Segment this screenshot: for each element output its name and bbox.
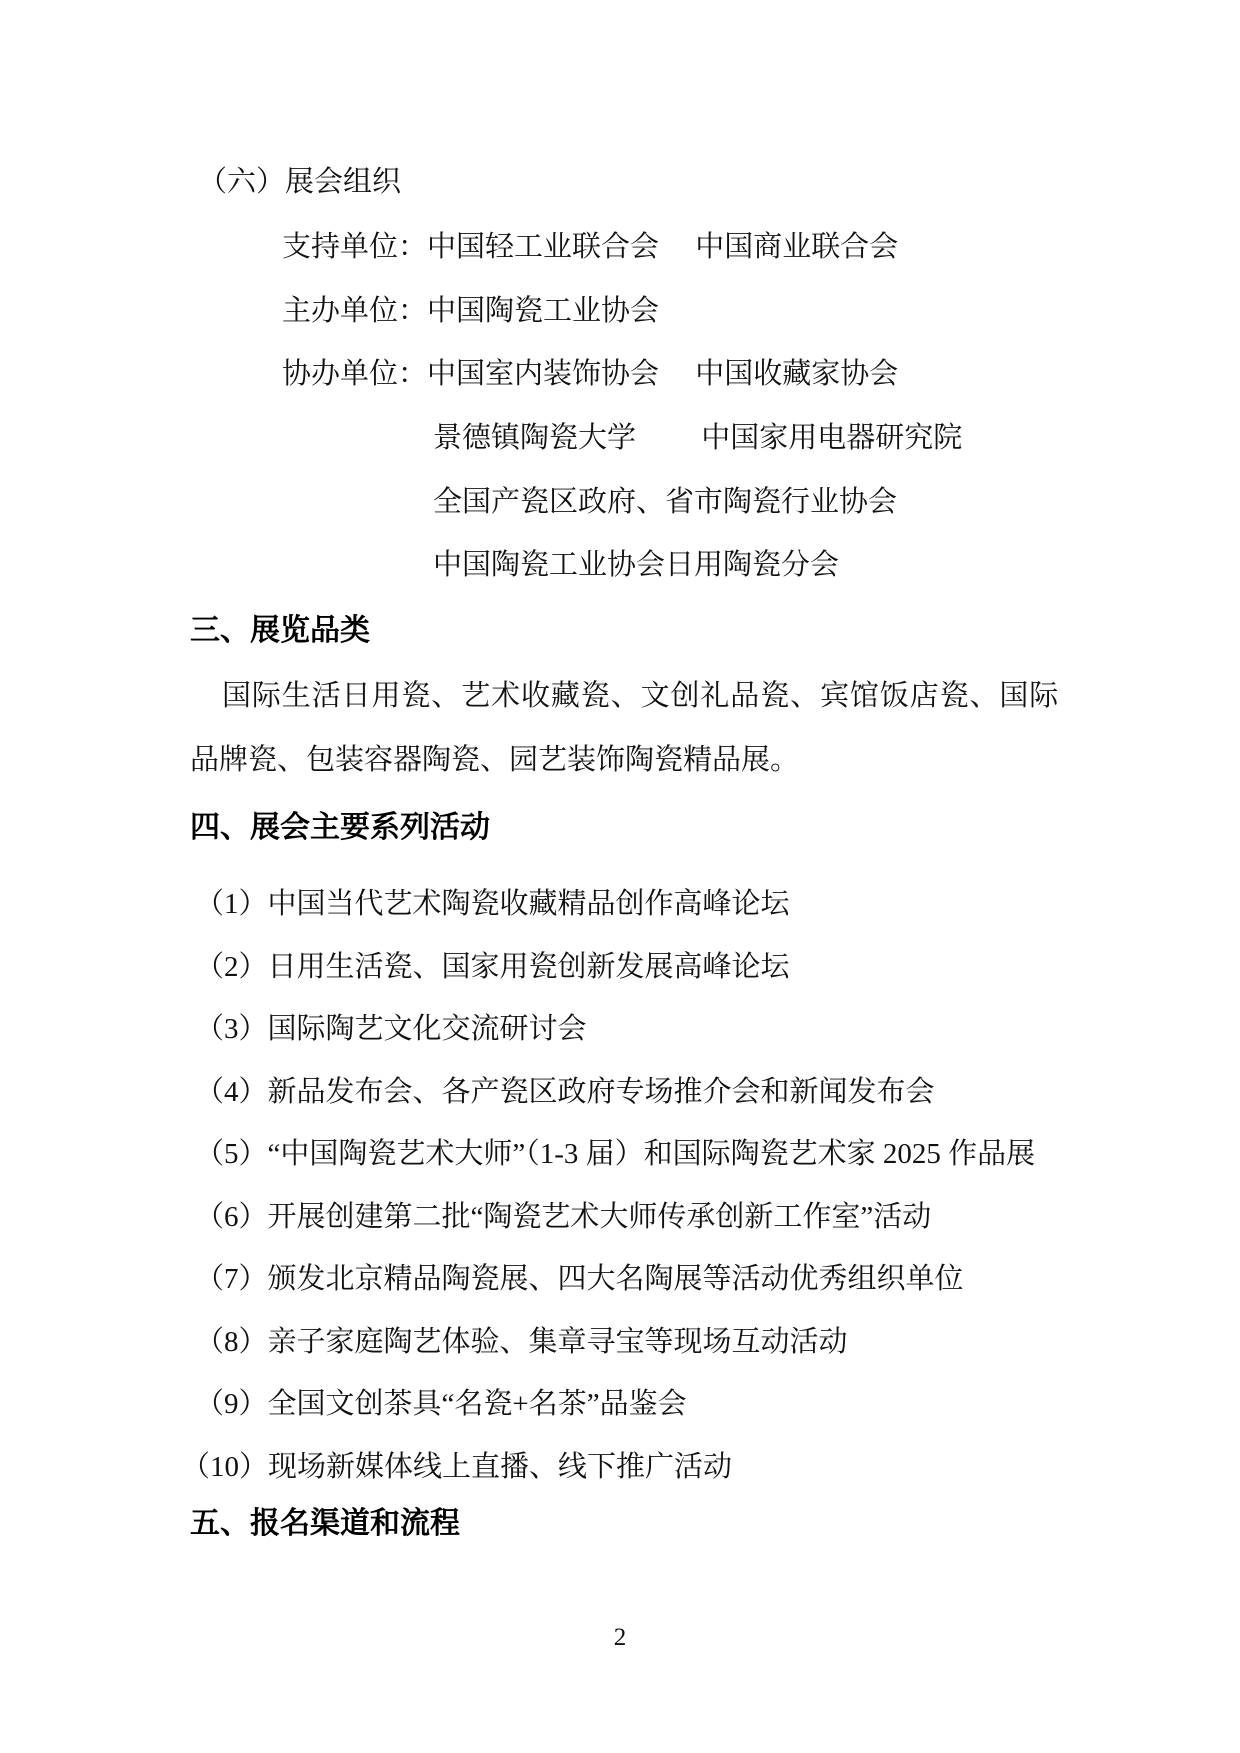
activity-item-5: （5）“中国陶瓷艺术大师”（1-3 届）和国际陶瓷艺术家 2025 作品展 bbox=[195, 1138, 1036, 1170]
activity-item-7: （7）颁发北京精品陶瓷展、四大名陶展等活动优秀组织单位 bbox=[195, 1263, 964, 1295]
exhibit-categories-line-1: 国际生活日用瓷、艺术收藏瓷、文创礼品瓷、宾馆饭店瓷、国际 bbox=[222, 680, 1060, 712]
exhibit-categories-line-2: 品牌瓷、包装容器陶瓷、园艺装饰陶瓷精品展。 bbox=[190, 744, 800, 776]
section-4-heading: 四、展会主要系列活动 bbox=[190, 811, 490, 844]
co-organizer-continuation-3: 中国陶瓷工业协会日用陶瓷分会 bbox=[433, 549, 840, 581]
activity-item-9: （9）全国文创茶具“名瓷+名茶”品鉴会 bbox=[195, 1388, 687, 1420]
host-unit-line: 主办单位：中国陶瓷工业协会 bbox=[282, 295, 660, 327]
co-organizer-continuation-2: 全国产瓷区政府、省市陶瓷行业协会 bbox=[433, 486, 898, 518]
activity-item-10: （10）现场新媒体线上直播、线下推广活动 bbox=[181, 1451, 733, 1483]
page-number: 2 bbox=[613, 1624, 627, 1651]
activity-item-4: （4）新品发布会、各产瓷区政府专场推介会和新闻发布会 bbox=[195, 1076, 935, 1108]
co-organizer-continuation-1: 景德镇陶瓷大学 中国家用电器研究院 bbox=[433, 422, 963, 454]
support-units-line: 支持单位：中国轻工业联合会 中国商业联合会 bbox=[282, 231, 899, 263]
activity-item-8: （8）亲子家庭陶艺体验、集章寻宝等现场互动活动 bbox=[195, 1326, 848, 1358]
activity-item-1: （1）中国当代艺术陶瓷收藏精品创作高峰论坛 bbox=[195, 888, 790, 920]
section-3-heading: 三、展览品类 bbox=[190, 614, 370, 647]
activity-item-6: （6）开展创建第二批“陶瓷艺术大师传承创新工作室”活动 bbox=[195, 1201, 932, 1233]
section-6-heading: （六）展会组织 bbox=[198, 166, 402, 198]
co-organizer-line: 协办单位：中国室内装饰协会 中国收藏家协会 bbox=[282, 358, 899, 390]
activity-item-2: （2）日用生活瓷、国家用瓷创新发展高峰论坛 bbox=[195, 951, 790, 983]
section-5-heading: 五、报名渠道和流程 bbox=[190, 1507, 460, 1540]
activity-item-3: （3）国际陶艺文化交流研讨会 bbox=[195, 1013, 587, 1045]
